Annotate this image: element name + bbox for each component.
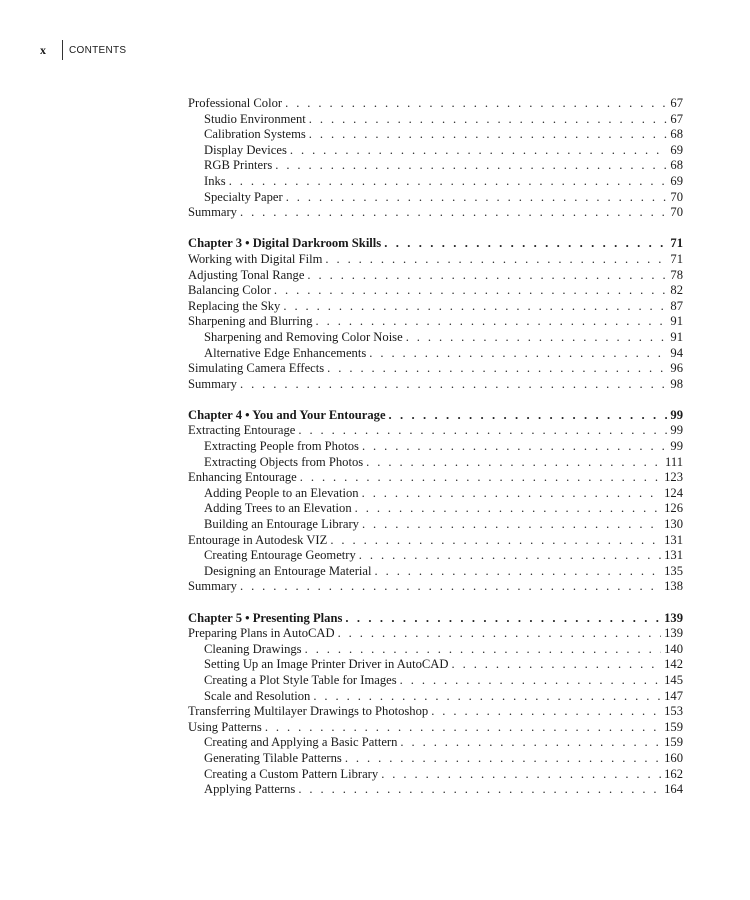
toc-subentry[interactable] [188,735,683,751]
toc-subentry[interactable] [188,517,683,533]
toc-leader-dots [359,548,661,564]
toc-page-number: 159 [664,719,683,734]
toc-leader-dots [307,268,667,284]
toc-entry-title: Entourage in Autodesk VIZ [188,532,328,547]
toc-leader-dots [240,205,667,221]
toc-leader-dots [240,579,661,595]
toc-entry[interactable] [188,283,683,299]
toc-entry[interactable] [188,533,683,549]
toc-leader-dots [298,782,661,798]
toc-leader-dots [431,704,661,720]
toc-page-number: 135 [664,563,683,578]
toc-subentry[interactable] [188,689,683,705]
toc-entry-title: Applying Patterns [204,782,296,797]
toc-entry-title: Building an Entourage Library [204,517,359,532]
toc-leader-dots [274,283,668,299]
toc-entry-title: Extracting Objects from Photos [204,454,364,469]
toc-entry-title: Alternative Edge Enhancements [204,345,367,360]
toc-leader-dots [265,720,661,736]
toc-leader-dots [305,642,662,658]
toc-page-number: 164 [664,782,683,797]
toc-entry-title: Sharpening and Blurring [188,314,313,329]
toc-subentry[interactable] [188,673,683,689]
toc-leader-dots [286,190,668,206]
toc-leader-dots [325,252,667,268]
toc-leader-dots [300,470,661,486]
toc-leader-dots [316,314,668,330]
toc-leader-dots [345,611,661,627]
toc-entry[interactable] [188,423,683,439]
toc-leader-dots [400,673,661,689]
toc-entry-title: Simulating Camera Effects [188,361,325,376]
table-of-contents [188,96,683,798]
toc-page-number: 147 [664,688,683,703]
toc-entry-title: Calibration Systems [204,127,306,142]
toc-leader-dots [381,767,661,783]
toc-page-number: 159 [664,735,683,750]
toc-entry[interactable] [188,626,683,642]
toc-entry-title: Creating a Custom Pattern Library [204,766,379,781]
toc-entry-title: Balancing Color [188,283,271,298]
toc-subentry[interactable] [188,767,683,783]
toc-page-number: 99 [670,423,683,438]
toc-page-number: 145 [664,672,683,687]
toc-page-number: 98 [670,376,683,391]
toc-leader-dots [362,439,667,455]
toc-page-number: 68 [670,158,683,173]
toc-subentry[interactable] [188,642,683,658]
toc-chapter-heading[interactable] [188,236,683,252]
toc-leader-dots [369,346,667,362]
toc-entry[interactable] [188,377,683,393]
toc-page-number: 78 [670,267,683,282]
toc-entry-title: Summary [188,205,237,220]
toc-leader-dots [309,112,668,128]
toc-subentry[interactable] [188,751,683,767]
toc-leader-dots [240,377,667,393]
toc-leader-dots [362,486,662,502]
toc-leader-dots [389,408,668,424]
toc-page-number: 96 [670,361,683,376]
page-number: x [40,42,46,57]
toc-subentry[interactable] [188,158,683,174]
toc-page-number: 131 [664,548,683,563]
toc-entry-title: Chapter 4 • You and Your Entourage [188,407,386,422]
toc-entry-title: Enhancing Entourage [188,470,297,485]
toc-leader-dots [384,236,667,252]
section-title: CONTENTS [69,44,127,56]
toc-subentry[interactable] [188,330,683,346]
toc-subentry[interactable] [188,346,683,362]
toc-page-number: 126 [664,501,683,516]
toc-page-number: 70 [670,189,683,204]
toc-entry-title: Chapter 3 • Digital Darkroom Skills [188,236,382,251]
toc-leader-dots [338,626,662,642]
toc-page-number: 123 [664,470,683,485]
toc-subentry[interactable] [188,486,683,502]
toc-page-number: 111 [665,454,683,469]
toc-leader-dots [290,143,668,159]
toc-leader-dots [298,423,667,439]
toc-entry-title: Summary [188,579,237,594]
toc-subentry[interactable] [188,455,683,471]
toc-page-number: 71 [670,236,683,251]
toc-entry[interactable] [188,252,683,268]
toc-page-number: 68 [670,127,683,142]
toc-subentry[interactable] [188,143,683,159]
toc-page-number: 70 [670,205,683,220]
toc-subentry[interactable] [188,782,683,798]
toc-entry-title: Cleaning Drawings [204,641,302,656]
toc-entry[interactable] [188,720,683,736]
toc-entry-title: Using Patterns [188,719,262,734]
toc-entry-title: Display Devices [204,142,287,157]
toc-entry-title: Sharpening and Removing Color Noise [204,329,403,344]
toc-leader-dots [283,299,667,315]
toc-leader-dots [355,501,661,517]
toc-entry-title: Summary [188,376,237,391]
toc-page-number: 69 [670,142,683,157]
toc-leader-dots [327,361,667,377]
toc-entry[interactable] [188,314,683,330]
toc-entry[interactable] [188,268,683,284]
toc-page-number: 140 [664,641,683,656]
toc-subentry[interactable] [188,190,683,206]
toc-entry-title: Adjusting Tonal Range [188,267,305,282]
toc-subentry[interactable] [188,439,683,455]
toc-subentry[interactable] [188,548,683,564]
toc-page-number: 67 [670,96,683,110]
toc-entry-title: RGB Printers [204,158,273,173]
toc-entry-title: Professional Color [188,96,283,110]
toc-page-number: 67 [670,111,683,126]
toc-chapter-heading[interactable] [188,408,683,424]
toc-page-number: 99 [670,439,683,454]
toc-entry-title: Scale and Resolution [204,688,311,703]
toc-subentry[interactable] [188,127,683,143]
toc-entry-title: Transferring Multilayer Drawings to Photoshop [188,704,429,719]
toc-subentry[interactable] [188,174,683,190]
toc-entry-title: Designing an Entourage Material [204,563,372,578]
toc-entry-title: Creating and Applying a Basic Pattern [204,735,398,750]
toc-page-number: 131 [664,532,683,547]
toc-entry-title: Inks [204,173,226,188]
toc-leader-dots [275,158,667,174]
running-header [40,40,126,60]
toc-entry-title: Working with Digital Film [188,251,323,266]
toc-entry[interactable] [188,96,683,112]
toc-page-number: 139 [664,626,683,641]
toc-subentry[interactable] [188,501,683,517]
toc-leader-dots [362,517,661,533]
toc-leader-dots [229,174,668,190]
toc-page-number: 142 [664,657,683,672]
toc-page-number: 69 [670,173,683,188]
toc-entry-title: Generating Tilable Patterns [204,750,342,765]
toc-entry-title: Extracting People from Photos [204,439,359,454]
toc-leader-dots [400,735,661,751]
toc-page-number: 124 [664,485,683,500]
toc-entry-title: Preparing Plans in AutoCAD [188,626,335,641]
toc-page-number: 91 [670,314,683,329]
header-divider [62,40,63,60]
toc-entry-title: Extracting Entourage [188,423,296,438]
toc-entry-title: Chapter 5 • Presenting Plans [188,610,343,625]
toc-leader-dots [285,96,667,112]
toc-entry[interactable] [188,299,683,315]
toc-leader-dots [330,533,661,549]
toc-leader-dots [406,330,668,346]
toc-entry[interactable] [188,205,683,221]
toc-leader-dots [309,127,668,143]
toc-page-number: 130 [664,517,683,532]
toc-leader-dots [345,751,661,767]
toc-entry-title: Adding People to an Elevation [204,485,359,500]
toc-entry[interactable] [188,470,683,486]
toc-page-number: 82 [670,283,683,298]
toc-entry-title: Creating Entourage Geometry [204,548,356,563]
toc-entry-title: Specialty Paper [204,189,283,204]
toc-entry-title: Adding Trees to an Elevation [204,501,352,516]
toc-page-number: 91 [670,329,683,344]
toc-page-number: 138 [664,579,683,594]
toc-page-number: 71 [670,251,683,266]
toc-page-number: 87 [670,298,683,313]
toc-page-number: 160 [664,750,683,765]
toc-page-number: 139 [664,610,683,625]
toc-leader-dots [313,689,661,705]
toc-leader-dots [366,455,662,471]
toc-subentry[interactable] [188,112,683,128]
toc-entry-title: Studio Environment [204,111,306,126]
toc-page-number: 94 [670,345,683,360]
toc-entry-title: Setting Up an Image Printer Driver in AutoCAD [204,657,449,672]
toc-page-number: 99 [670,407,683,422]
toc-chapter-heading[interactable] [188,611,683,627]
toc-entry[interactable] [188,704,683,720]
toc-entry[interactable] [188,579,683,595]
toc-entry-title: Replacing the Sky [188,298,281,313]
toc-entry-title: Creating a Plot Style Table for Images [204,672,397,687]
toc-leader-dots [375,564,662,580]
toc-page-number: 153 [664,704,683,719]
toc-entry[interactable] [188,361,683,377]
toc-subentry[interactable] [188,564,683,580]
toc-leader-dots [452,657,662,673]
toc-subentry[interactable] [188,657,683,673]
toc-page-number: 162 [664,766,683,781]
